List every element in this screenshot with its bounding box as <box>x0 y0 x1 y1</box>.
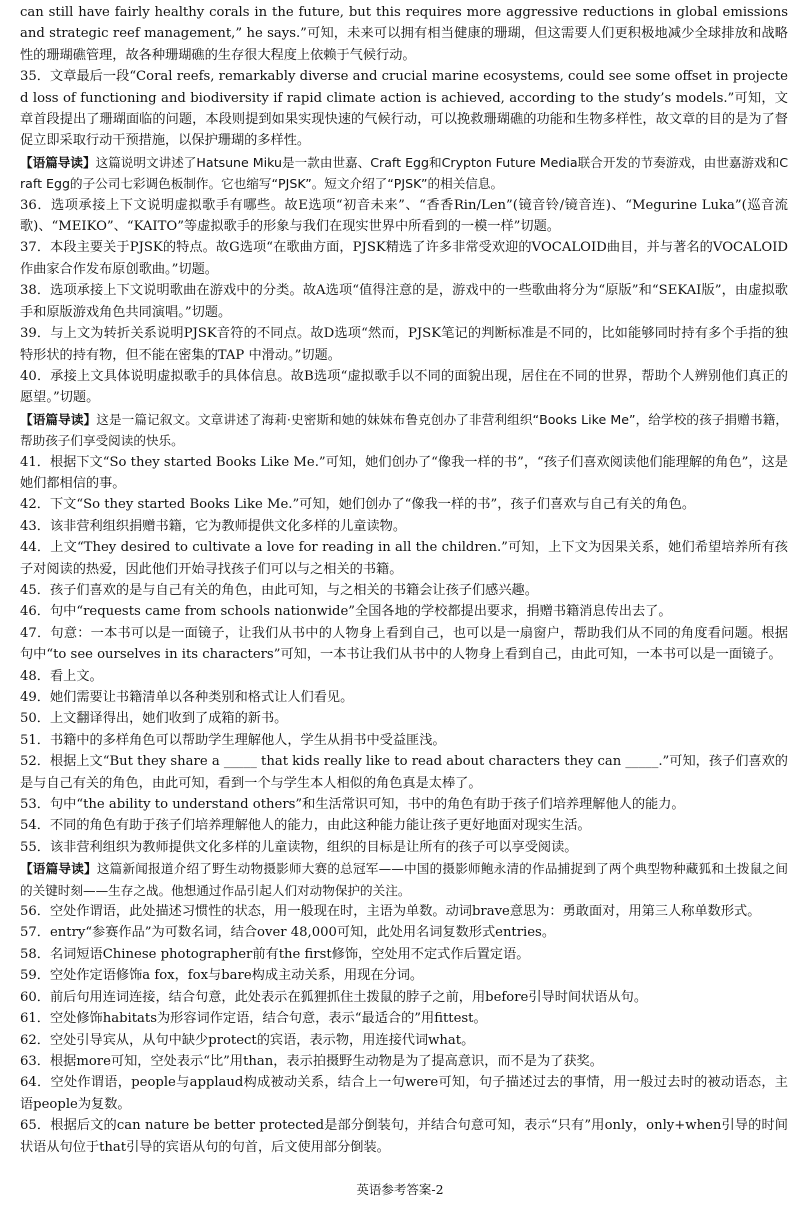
paragraph-text: 36．选项承接上下文说明虚拟歌手有哪些。故E选项“初音未来”、“香香Rin/Len”(镜音铃/镜音连)、“Megurine Luka”(巡音流歌)、“MEIKO”、“KAITO”等虚拟歌手的形象与我们在现实世界中所看到的一模一样”切题。 <box>20 197 788 235</box>
paragraph-text: 45．孩子们喜欢的是与自己有关的角色，由此可知，与之相关的书籍会让孩子们感兴趣。 <box>20 582 538 598</box>
paragraph-text: 64．空处作谓语，people与applaud构成被动关系，结合上一句were可知，句子描述过去的事情，用一般过去时的被动语态，主语people为复数。 <box>20 1075 788 1112</box>
paragraph-text: 43．该非营利组织捐赠书籍，它为教师提供文化多样的儿童读物。 <box>20 518 407 534</box>
reading-guide-paragraph <box>20 152 788 195</box>
paragraph-text: 这篇新闻报道介绍了野生动物摄影师大赛的总冠军——中国的摄影师鲍永清的作品捕捉到了两个典型物种藏狐和土拨鼠之间的关键时刻——生存之战。他想通过作品引起人们对动物保护的关注。 <box>20 861 789 898</box>
reading-guide-tag: 【语篇导读】 <box>20 411 97 427</box>
reading-guide-paragraph <box>20 409 788 452</box>
paragraph-text: 58．名词短语Chinese photographer前有the first修饰，空处用不定式作后置定语。 <box>20 946 530 962</box>
paragraph-text: 55．该非营利组织为教师提供文化多样的儿童读物，组织的目标是让所有的孩子可以享受阅读。 <box>20 839 578 855</box>
answer-explanation <box>20 601 788 622</box>
answer-explanation <box>20 237 788 280</box>
paragraph-text: 60．前后句用连词连接，结合句意，此处表示在狐狸抓住土拨鼠的脖子之前，用before引导时间状语从句。 <box>20 989 648 1005</box>
paragraph-text: 47．句意：一本书可以是一面镜子，让我们从书中的人物身上看到自己，也可以是一扇窗户，帮助我们从不同的角度看问题。根据句中“to see ourselves in its characters”可知，一本书让我们从书中的人物身上看到自己，由此可知，一本书可以是一面镜子。 <box>20 625 788 663</box>
paragraph-text: 37．本段主要关于PJSK的特点。故G选项“在歌曲方面，PJSK精选了许多非常受欢迎的VOCALOID曲目，并与著名的VOCALOID作曲家合作发布原创歌曲。”切题。 <box>20 240 788 277</box>
answer-explanation <box>20 280 788 323</box>
paragraph-text: 63．根据more可知，空处表示“比”用than，表示拍摄野生动物是为了提高意识，而不是为了获奖。 <box>20 1053 603 1069</box>
paragraph-text: 57．entry“参赛作品”为可数名词，结合over 48,000可知，此处用名词复数形式entries。 <box>20 925 556 941</box>
paragraph-text: 42．下文“So they started Books Like Me.”可知，她们创办了“像我一样的书”，孩子们喜欢与自己有关的角色。 <box>20 497 696 513</box>
paragraph-text: 59．空处作定语修饰a fox，fox与bare构成主动关系，用现在分词。 <box>20 968 424 984</box>
paragraph-text: 35．文章最后一段“Coral reefs, remarkably diverse and crucial marine ecosystems, could see some offset in projected loss of functioning and biodiversity if rapid climate action is achieved, according to the study’s models.”可知，文章首段提出了珊瑚面临的问题，本段则提到如果实现快速的气候行动，可以挽救珊瑚礁的功能和生物多样性，故文章的目的是为了督促立即采取行动干预措施，以保护珊瑚的多样性。 <box>20 69 788 149</box>
answer-explanation <box>20 666 788 687</box>
paragraph-text: 51．书籍中的多样角色可以帮助学生理解他人，学生从捐书中受益匪浅。 <box>20 732 446 748</box>
answer-explanation <box>20 323 788 366</box>
answer-explanation <box>20 623 788 666</box>
answer-explanation <box>20 794 788 815</box>
paragraph-text: 44．上文“They desired to cultivate a love for reading in all the children.”可知，上下文为因果关系，她们希望培养所有孩子对阅读的热爱，因此他们开始寻找孩子们可以与之相关的书籍。 <box>20 540 788 577</box>
answer-explanation <box>20 837 788 858</box>
paragraph-text: 41．根据下文“So they started Books Like Me.”可知，她们创办了“像我一样的书”，“孩子们喜欢阅读他们能理解的角色”，这是她们都相信的事。 <box>20 454 788 491</box>
reading-guide-paragraph <box>20 858 788 901</box>
answer-explanation <box>20 708 788 729</box>
answer-explanation <box>20 922 788 943</box>
answer-explanation <box>20 944 788 965</box>
paragraph-text: 49．她们需要让书籍清单以各种类别和格式让人们看见。 <box>20 690 354 705</box>
answer-explanation <box>20 516 788 537</box>
answer-explanation <box>20 987 788 1008</box>
answer-explanation <box>20 580 788 601</box>
paragraph-text: 61．空处修饰habitats为形容词作定语，结合句意，表示“最适合的”用fittest。 <box>20 1011 487 1027</box>
answer-explanation <box>20 452 788 495</box>
answer-explanation <box>20 537 788 580</box>
paragraph-text: 这篇说明文讲述了Hatsune Miku是一款由世嘉、Craft Egg和Crypton Future Media联合开发的节奏游戏，由世嘉游戏和Craft Egg的子公司七彩调色板制作。它也缩写“PJSK”。短文介绍了“PJSK”的相关信息。 <box>20 154 788 192</box>
paragraph-text: 52．根据上文“But they share a _____ that kids really like to read about characters they can _____.”可知，孩子们喜欢的是与自己有关的角色，由此可知，看到一个与学生本人相似的角色真是太棒了。 <box>20 754 788 791</box>
paragraph-text: 这是一篇记叙文。文章讲述了海莉·史密斯和她的妹妹布鲁克创办了非营利组织“Books Like Me”，给学校的孩子捐赠书籍，帮助孩子们享受阅读的快乐。 <box>20 411 788 449</box>
answer-explanation <box>20 66 788 152</box>
paragraph-text: 65．根据后文的can nature be better protected是部分倒装句，并结合句意可知，表示“只有”用only，only+when引导的时间状语从句位于that引导的宾语从句的句首，后文使用部分倒装。 <box>20 1118 788 1155</box>
paragraph-text: 38．选项承接上下文说明歌曲在游戏中的分类。故A选项“值得注意的是，游戏中的一些歌曲将分为“原版”和“SEKAI版”，由虚拟歌手和原版游戏角色共同演唱。”切题。 <box>20 283 788 320</box>
answer-explanation <box>20 1008 788 1029</box>
paragraph-text: 50．上文翻译得出，她们收到了成箱的新书。 <box>20 711 288 727</box>
paragraph-text: 46．句中“requests came from schools nationwide”全国各地的学校都提出要求，捐赠书籍消息传出去了。 <box>20 604 672 620</box>
answer-explanation <box>20 687 788 708</box>
paragraph-text: 54．不同的角色有助于孩子们培养理解他人的能力，由此这种能力能让孩子更好地面对现实生活。 <box>20 818 591 834</box>
reading-guide-tag: 【语篇导读】 <box>20 154 96 170</box>
answer-explanation <box>20 901 788 922</box>
answer-explanation <box>20 751 788 794</box>
answer-document <box>20 2 788 1158</box>
paragraph-text: 40．承接上文具体说明虚拟歌手的具体信息。故B选项“虚拟歌手以不同的面貌出现，居住在不同的世界，帮助个人辨别他们真正的愿望。”切题。 <box>20 368 788 406</box>
answer-explanation <box>20 730 788 751</box>
paragraph-text: 56．空处作谓语，此处描述习惯性的状态，用一般现在时，主语为单数。动词brave意思为：勇敢面对，用第三人称单数形式。 <box>20 904 761 920</box>
reading-guide-tag: 【语篇导读】 <box>20 861 97 877</box>
answer-explanation <box>20 815 788 836</box>
answer-explanation <box>20 1115 788 1158</box>
answer-explanation <box>20 494 788 515</box>
paragraph-text: 53．句中“the ability to understand others”和生活常识可知，书中的角色有助于孩子们培养理解他人的能力。 <box>20 797 685 813</box>
answer-explanation <box>20 1030 788 1051</box>
answer-explanation <box>20 366 788 409</box>
paragraph-text: 48．看上文。 <box>20 668 103 684</box>
page-footer: 英语参考答案-2 <box>356 1182 444 1197</box>
answer-explanation <box>20 1072 788 1115</box>
answer-explanation <box>20 1051 788 1072</box>
paragraph-text: can still have fairly healthy corals in the future, but this requires more aggressive reductions in global emissions and strategic reef management,” he says.”可知，未来可以拥有相当健康的珊瑚，但这需要人们更积极地减少全球排放和战略性的珊瑚礁管理，故各种珊瑚礁的生存很大程度上依赖于气候行动。 <box>20 5 788 63</box>
answer-explanation <box>20 195 788 238</box>
answer-explanation <box>20 965 788 986</box>
answer-explanation <box>20 2 788 66</box>
paragraph-text: 39．与上文为转折关系说明PJSK音符的不同点。故D选项“然而，PJSK笔记的判断标准是不同的，比如能够同时持有多个手指的独特形状的持有物，但不能在密集的TAP 中滑动。”切题。 <box>20 326 788 363</box>
paragraph-text: 62．空处引导宾从，从句中缺少protect的宾语，表示物，用连接代词what。 <box>20 1032 475 1048</box>
